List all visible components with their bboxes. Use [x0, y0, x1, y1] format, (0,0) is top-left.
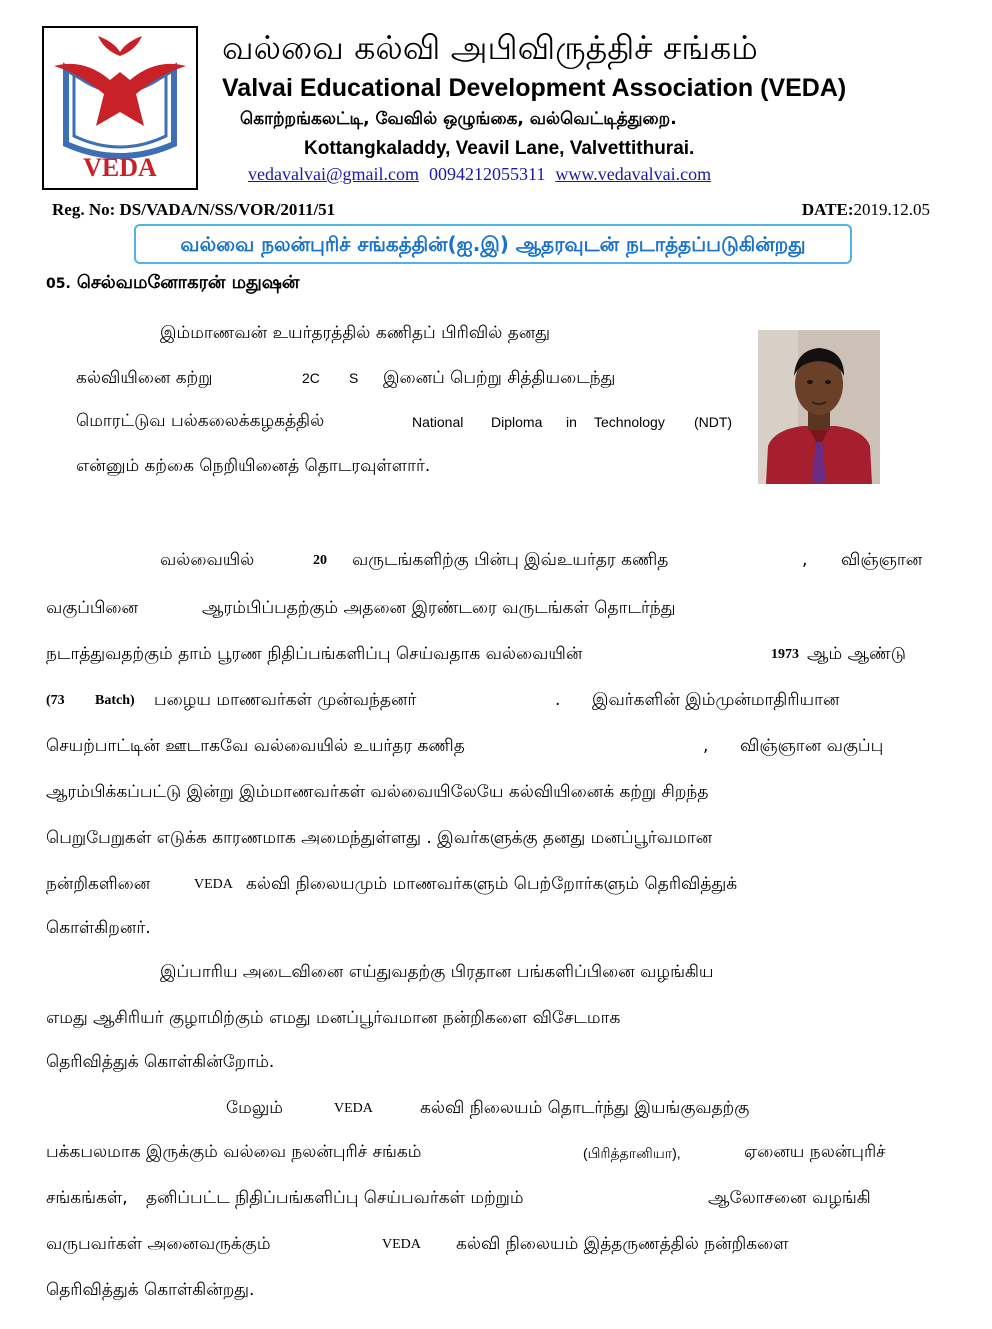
- student-number: 05.: [46, 276, 71, 292]
- student-name: செல்வமனோகரன் மதுஷன்: [76, 272, 300, 293]
- profile-line-2b: 2C: [302, 370, 320, 386]
- para2-line-3: தெரிவித்துக் கொள்கின்றோம்.: [46, 1052, 275, 1072]
- para3-line-4b: VEDA: [382, 1237, 421, 1252]
- para1-line-6: ஆரம்பிக்கப்பட்டு இன்று இம்மாணவர்கள் வல்வையிலேயே கல்வியினைக் கற்று சிறந்த: [46, 782, 709, 802]
- profile-line-4: என்னும் கற்கை நெறியினைத் தொடரவுள்ளார்.: [76, 456, 431, 476]
- phone-number: 0094212055311: [429, 164, 546, 184]
- profile-line-3e: Technology: [594, 414, 665, 430]
- profile-line-3b: National: [412, 414, 464, 430]
- para3-line-5: தெரிவித்துக் கொள்கின்றது.: [46, 1280, 255, 1300]
- date-value: 2019.12.05: [853, 200, 930, 219]
- para1-line-4b: Batch): [95, 693, 135, 708]
- para2-line-2: எமது ஆசிரியர் குழாமிற்கும் எமது மனப்பூர்வமான நன்றிகளை விசேடமாக: [46, 1008, 621, 1028]
- para1-line-3c: ஆம் ஆண்டு: [807, 644, 906, 664]
- org-title-tamil: வல்வை கல்வி அபிவிருத்திச் சங்கம்: [222, 28, 758, 67]
- para1-line-3b: 1973: [771, 647, 799, 662]
- para1-line-4c: பழைய மாணவர்கள் முன்வந்தனர்: [154, 690, 417, 710]
- para1-line-1c: வருடங்களிற்கு பின்பு இவ்உயர்தர கணித: [352, 550, 669, 570]
- para1-line-4e: இவர்களின் இம்முன்மாதிரியான: [592, 690, 840, 710]
- date-label: DATE:: [801, 200, 854, 219]
- org-title-english: Valvai Educational Development Association (VEDA): [222, 74, 847, 102]
- para1-line-5b: ,: [703, 736, 709, 756]
- para1-line-2b: ஆரம்பிப்பதற்கும் அதனை இரண்டரை வருடங்கள் தொடர்ந்து: [202, 598, 676, 618]
- profile-line-2a: கல்வியினை கற்று: [76, 368, 213, 388]
- date: [802, 200, 930, 220]
- profile-line-3c: Diploma: [491, 414, 543, 430]
- para1-line-8a: நன்றிகளினை: [46, 874, 151, 894]
- para3-line-2c: ஏனைய நலன்புரிச்: [744, 1142, 886, 1162]
- para1-line-2a: வகுப்பினை: [46, 598, 139, 618]
- profile-line-1: இம்மாணவன் உயர்தரத்தில் கணிதப் பிரிவில் தனது: [160, 323, 551, 343]
- para1-line-9: கொள்கிறனர்.: [46, 918, 151, 938]
- para1-line-8c: கல்வி நிலையமும் மாணவர்களும் பெற்றோர்களும் தெரிவித்துக்: [246, 874, 738, 894]
- para3-line-3a: சங்கங்கள்,: [46, 1188, 128, 1208]
- para1-line-3a: நடாத்துவதற்கும் தாம் பூரண நிதிப்பங்களிப்பு செய்வதாக வல்வையின்: [46, 644, 583, 664]
- para1-line-1d: ,: [802, 550, 808, 570]
- para1-line-7: பெறுபேறுகள் எடுக்க காரணமாக அமைந்துள்ளது . இவர்களுக்கு தனது மனப்பூர்வமான: [46, 828, 713, 848]
- profile-line-2c: S: [349, 370, 359, 386]
- para1-line-5c: விஞ்ஞான வகுப்பு: [740, 736, 884, 756]
- contact-line: [248, 164, 711, 185]
- logo-text: VEDA: [83, 153, 157, 182]
- profile-line-3a: மொரட்டுவ பல்கலைக்கழகத்தில்: [76, 411, 325, 431]
- para3-line-2b: (பிரித்தானியா),: [583, 1145, 681, 1161]
- student-heading: [46, 272, 299, 295]
- para3-line-4a: வருபவர்கள் அனைவருக்கும்: [46, 1234, 271, 1254]
- profile-line-2d: இனைப் பெற்று சித்தியடைந்து: [383, 368, 616, 388]
- para3-line-3c: ஆலோசனை வழங்கி: [708, 1188, 871, 1208]
- address-tamil: கொற்றங்கலட்டி, வேவில் ஒழுங்கை, வல்வெட்டித்துறை.: [240, 109, 677, 129]
- para3-line-1a: மேலும்: [226, 1098, 283, 1118]
- para3-line-1b: VEDA: [334, 1101, 373, 1116]
- para3-line-4c: கல்வி நிலையம் இத்தருணத்தில் நன்றிகளை: [456, 1234, 789, 1254]
- para1-line-1b: 20: [313, 553, 327, 568]
- email-link[interactable]: vedavalvai@gmail.com: [248, 164, 420, 184]
- para1-line-5a: செயற்பாட்டின் ஊடாகவே வல்வையில் உயர்தர கணித: [46, 736, 465, 756]
- student-photo: [758, 330, 880, 484]
- profile-line-3d: in: [566, 414, 577, 430]
- para1-line-1e: விஞ்ஞான: [841, 550, 923, 570]
- para1-line-4d: .: [555, 690, 561, 710]
- website-link[interactable]: www.vedavalvai.com: [555, 164, 712, 184]
- profile-line-3f: (NDT): [694, 414, 733, 430]
- para3-line-1c: கல்வி நிலையம் தொடர்ந்து இயங்குவதற்கு: [420, 1098, 750, 1118]
- veda-logo: [42, 26, 198, 190]
- support-banner: வல்வை நலன்புரிச் சங்கத்தின்(ஐ.இ) ஆதரவுடன் நடாத்தப்படுகின்றது: [134, 224, 852, 264]
- para1-line-8b: VEDA: [194, 877, 233, 892]
- address-english: Kottangkaladdy, Veavil Lane, Valvettithurai.: [304, 138, 695, 159]
- para3-line-3b: தனிப்பட்ட நிதிப்பங்களிப்பு செய்பவர்கள் மற்றும்: [146, 1188, 524, 1208]
- registration-number: Reg. No: DS/VADA/N/SS/VOR/2011/51: [52, 200, 336, 219]
- para3-line-2a: பக்கபலமாக இருக்கும் வல்வை நலன்புரிச் சங்கம்: [46, 1142, 422, 1162]
- para1-line-4a: (73: [46, 693, 65, 708]
- para1-line-1a: வல்வையில்: [160, 550, 255, 570]
- para2-line-1: இப்பாரிய அடைவினை எய்துவதற்கு பிரதான பங்களிப்பினை வழங்கிய: [160, 962, 714, 982]
